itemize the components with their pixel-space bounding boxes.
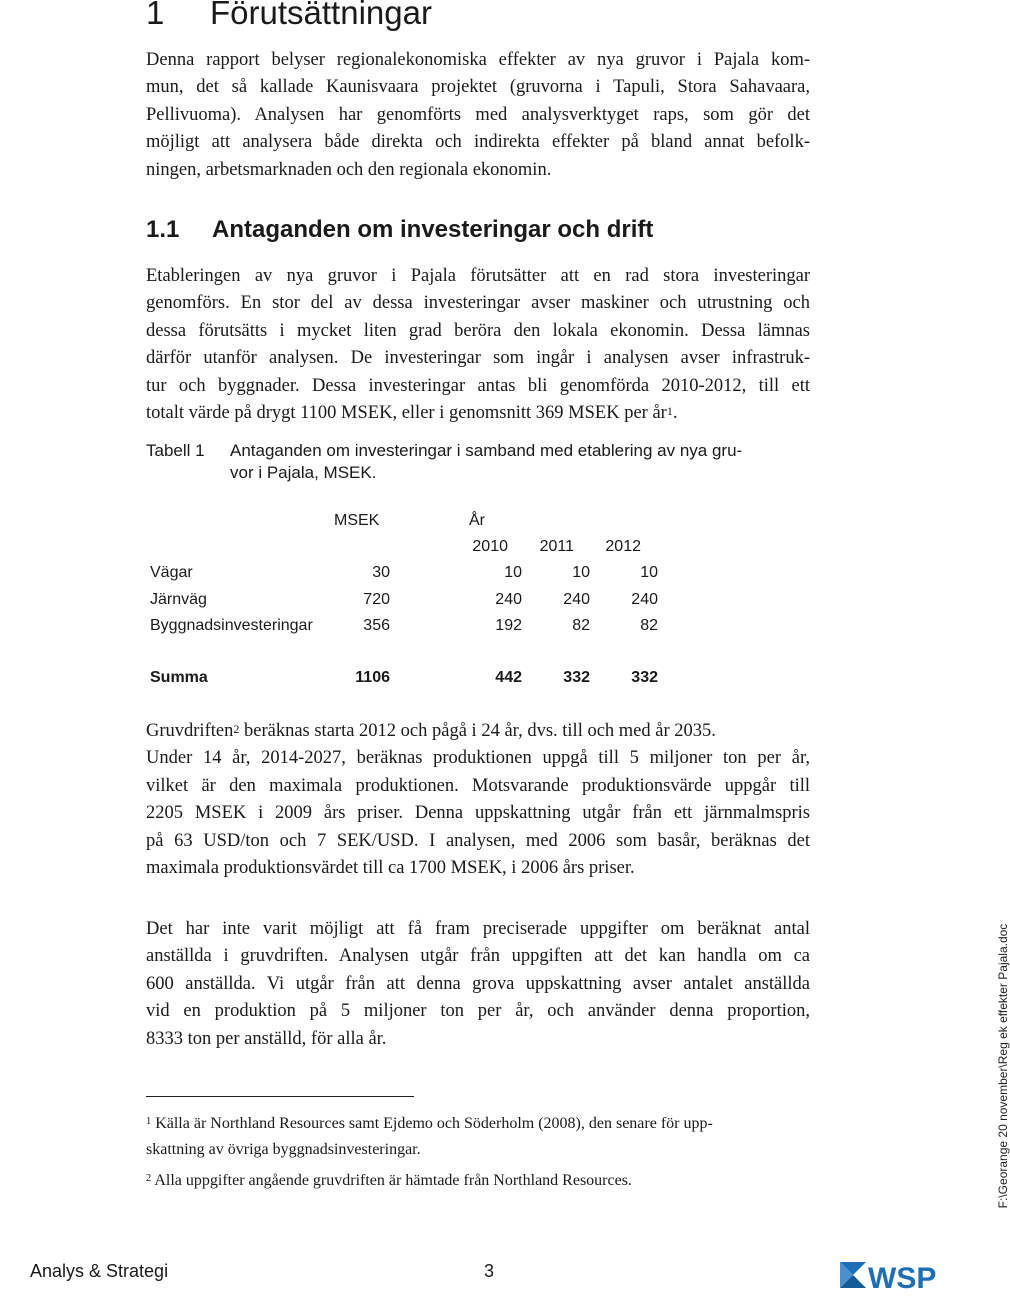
- text-line: vilket är den maximala produktionen. Motsvarande produktionsvärde uppgår till: [146, 775, 810, 796]
- cell-value: 240: [563, 591, 590, 608]
- text-line: dessa förutsätts i mycket liten grad beröra den lokala ekonomin. Dessa lämnas: [146, 320, 810, 341]
- footnote-mark: 2: [146, 1173, 152, 1184]
- table-caption-text: [230, 440, 810, 484]
- sum-label: Summa: [150, 669, 208, 686]
- text-line: möjligt att analysera både direkta och indirekta effekter på bland annat befolk-: [146, 132, 810, 153]
- sum-value: 332: [563, 669, 590, 686]
- header-year-value: 2011: [539, 538, 574, 555]
- footnote-divider: [146, 1096, 414, 1097]
- text-line: vid en produktion på 5 miljoner ton per år, och använder denna proportion,: [146, 1001, 810, 1022]
- footnote-text: Källa är Northland Resources samt Ejdemo och Söderholm (2008), den senare för upp-: [155, 1115, 713, 1132]
- sum-msek: 1106: [355, 669, 390, 686]
- cell-value: 82: [572, 617, 590, 634]
- cell-value: 240: [495, 591, 522, 608]
- text-line: tur och byggnader. Dessa investeringar antas bli genomförda 2010-2012, till ett: [146, 375, 810, 396]
- wsp-logo: [800, 1244, 960, 1298]
- footnote-line: [146, 1168, 810, 1194]
- staff-paragraph: [146, 916, 810, 1053]
- text-line: genomförs. En stor del av dessa investeringar avser maskiner och utrustning och: [146, 293, 810, 314]
- footnote-2: [146, 1168, 810, 1194]
- logo-text: WSP: [868, 1262, 937, 1295]
- footnote-ref: 1: [666, 404, 673, 419]
- caption-line: Antaganden om investeringar i samband med etablering av nya gru-: [230, 441, 743, 460]
- drift-paragraph: [146, 718, 810, 882]
- header-year: År: [469, 512, 485, 529]
- section-number: 1.1: [146, 216, 180, 243]
- file-path-sidebar: F:\Georange 20 november\Reg ek effekter Pajala.doc: [996, 923, 1010, 1209]
- page-number: 3: [484, 1261, 495, 1281]
- section-title: Antaganden om investeringar och drift: [212, 216, 654, 243]
- cell-value: 82: [640, 617, 658, 634]
- text-line: Etableringen av nya gruvor i Pajala förutsätter att en rad stora investeringar: [146, 266, 810, 286]
- cell-msek: 356: [363, 617, 390, 634]
- text-line-body: totalt värde på drygt 1100 MSEK, eller i genomsnitt 369 MSEK per år: [146, 403, 667, 424]
- text-line: på 63 USD/ton och 7 SEK/USD. I analysen, med 2006 som basår, beräknas det: [146, 830, 810, 851]
- footnote-line: [146, 1111, 810, 1137]
- text-line: 2205 MSEK i 2009 års priser. Denna uppskattning utgår från ett järnmalmspris: [146, 803, 810, 824]
- chapter-title: Förutsättningar: [210, 0, 432, 31]
- investment-paragraph: [146, 263, 810, 427]
- header-msek: MSEK: [334, 512, 380, 529]
- cell-value: 192: [495, 617, 522, 634]
- header-year-value: 2010: [472, 538, 508, 555]
- text-line-rest: beräknas starta 2012 och pågå i 24 år, dvs. till och med år 2035.: [239, 721, 716, 741]
- row-label: Järnväg: [150, 591, 207, 608]
- text-line: [146, 718, 810, 745]
- text-line-start: Gruvdriften: [146, 721, 234, 741]
- text-line: Under 14 år, 2014-2027, beräknas produktionen uppgå till 5 miljoner ton per år,: [146, 748, 810, 769]
- chapter-heading: [146, 0, 432, 32]
- footnote-ref: 2: [233, 722, 240, 736]
- text-line: Pellivuoma). Analysen har genomförts med analysverktyget raps, som gör det: [146, 104, 810, 125]
- cell-value: 240: [631, 591, 658, 608]
- intro-paragraph: [146, 47, 810, 184]
- header-year-value: 2012: [605, 538, 641, 555]
- caption-line: vor i Pajala, MSEK.: [230, 463, 377, 482]
- footnote-line: skattning av övriga byggnadsinvesteringar.: [146, 1141, 421, 1158]
- text-line: 8333 ton per anställd, för alla år.: [146, 1028, 387, 1049]
- chapter-number: 1: [146, 0, 165, 31]
- text-line: Det har inte varit möjligt att få fram preciserade uppgifter om beräknat antal: [146, 919, 810, 939]
- text-line: maximala produktionsvärdet till ca 1700 MSEK, i 2006 års priser.: [146, 858, 635, 879]
- text-line: ningen, arbetsmarknaden och den regionala ekonomin.: [146, 159, 552, 180]
- cell-msek: 30: [372, 564, 390, 581]
- text-line: Denna rapport belyser regionalekonomiska effekter av nya gruvor i Pajala kom-: [146, 50, 810, 70]
- text-line: [146, 400, 810, 427]
- footer-company: Analys & Strategi: [30, 1261, 169, 1281]
- cell-value: 10: [572, 564, 590, 581]
- cell-value: 10: [640, 564, 658, 581]
- sum-value: 442: [495, 669, 522, 686]
- text-line: 600 anställda. Vi utgår från att denna grova uppskattning avser antalet anställda: [146, 973, 810, 994]
- text-line: anställda i gruvdriften. Analysen utgår från uppgiften att det kan handla om ca: [146, 946, 810, 967]
- section-heading: [146, 216, 653, 244]
- cell-msek: 720: [363, 591, 390, 608]
- text-line-end: .: [672, 403, 678, 424]
- table-caption-label: Tabell 1: [146, 441, 205, 460]
- row-label: Vägar: [150, 564, 193, 581]
- footnote-mark: 1: [146, 1116, 152, 1127]
- text-line: därför utanför analysen. De investeringar som ingår i analysen avser infrastruk-: [146, 348, 810, 369]
- text-line: mun, det så kallade Kaunisvaara projektet (gruvorna i Tapuli, Stora Sahavaara,: [146, 77, 810, 98]
- footnote-1: [146, 1111, 810, 1163]
- sum-value: 332: [631, 669, 658, 686]
- logo-mark-icon: [840, 1262, 866, 1288]
- footnote-text: Alla uppgifter angående gruvdriften är hämtade från Northland Resources.: [154, 1172, 632, 1189]
- row-label: Byggnadsinvesteringar: [150, 617, 313, 634]
- cell-value: 10: [504, 564, 522, 581]
